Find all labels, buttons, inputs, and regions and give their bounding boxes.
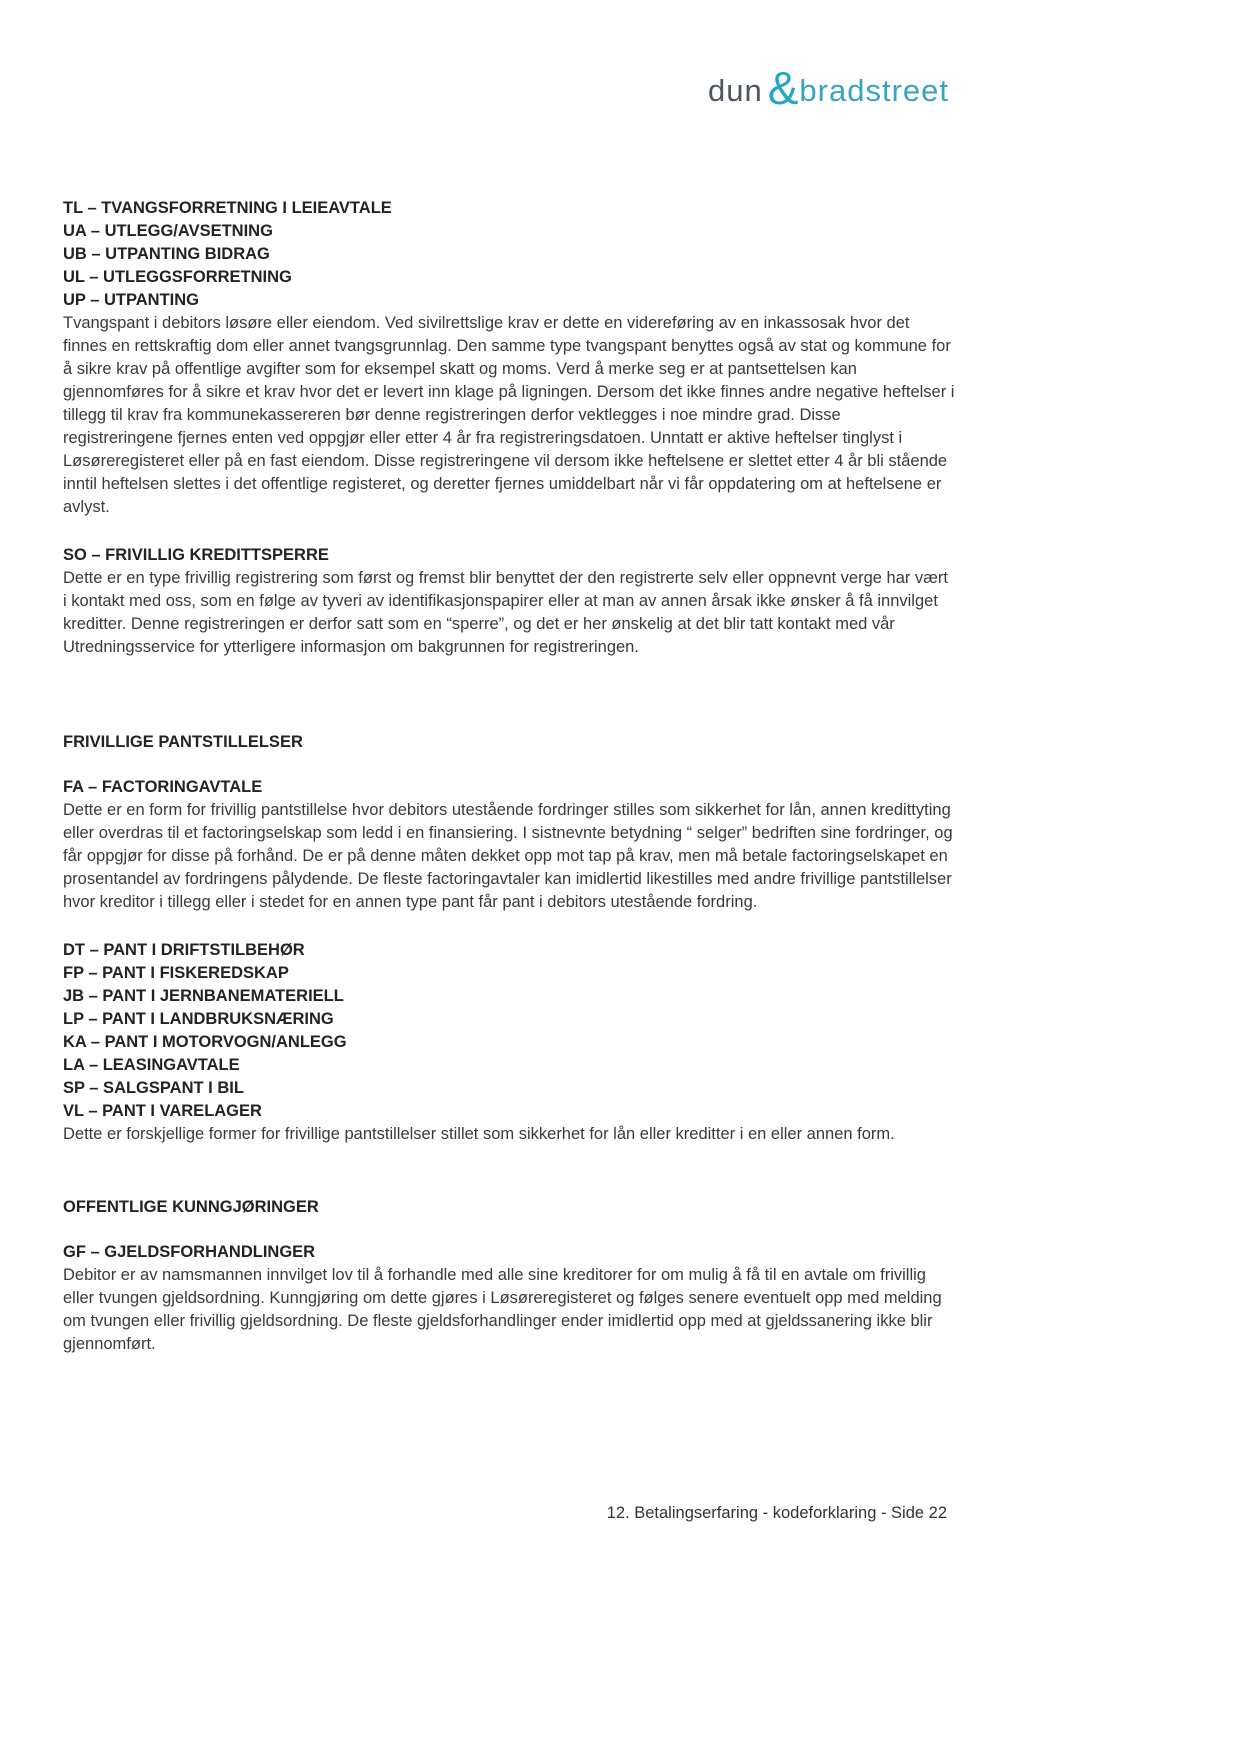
document-content bbox=[63, 197, 955, 1356]
code-heading-ka: KA – PANT I MOTORVOGN/ANLEGG bbox=[63, 1033, 347, 1051]
code-heading-gf: GF – GJELDSFORHANDLINGER bbox=[63, 1243, 316, 1261]
code-heading-ul: UL – UTLEGGSFORRETNING bbox=[63, 268, 292, 286]
code-heading-jb: JB – PANT I JERNBANEMATERIELL bbox=[63, 987, 344, 1005]
ampersand-icon: & bbox=[767, 62, 799, 114]
code-heading-vl: VL – PANT I VARELAGER bbox=[63, 1102, 262, 1120]
code-heading-la: LA – LEASINGAVTALE bbox=[63, 1056, 240, 1074]
code-heading-lp: LP – PANT I LANDBRUKSNÆRING bbox=[63, 1010, 334, 1028]
code-heading-up: UP – UTPANTING bbox=[63, 291, 199, 309]
code-heading-dt: DT – PANT I DRIFTSTILBEHØR bbox=[63, 941, 305, 959]
code-list-pant bbox=[63, 939, 955, 1123]
kredittsperre-description: Dette er en type frivillig registrering som først og fremst blir benyttet der den registrerte selv eller oppnevnt verge har vært i kontakt med oss, som en følge av tyveri av identifikasjonspapirer eller at man av annen årsak ikke ønsker å få innvilget kreditter. Denne registreringen er derfor satt som en “sperre”, og det er her ønskelig at det blir tatt kontakt med vår Utredningsservice for ytterligere informasjon om bakgrunnen for registreringen. bbox=[63, 569, 948, 656]
pant-description: Dette er forskjellige former for frivillige pantstillelser stillet som sikkerhet for lån eller kreditter i en eller annen form. bbox=[63, 1125, 895, 1143]
code-list-tvangspant bbox=[63, 197, 955, 312]
code-heading-tl: TL – TVANGSFORRETNING I LEIEAVTALE bbox=[63, 199, 392, 217]
code-heading-so: SO – FRIVILLIG KREDITTSPERRE bbox=[63, 546, 329, 564]
code-heading-sp: SP – SALGSPANT I BIL bbox=[63, 1079, 244, 1097]
section-title-frivillige-pantstillelser: FRIVILLIGE PANTSTILLELSER bbox=[63, 733, 303, 751]
code-heading-fa: FA – FACTORINGAVTALE bbox=[63, 778, 263, 796]
tvangspant-description: Tvangspant i debitors løsøre eller eiendom. Ved sivilrettslige krav er dette en videreføring av en inkassosak hvor det finnes en rettskraftig dom eller annet tvangsgrunnlag. Den samme type tvangspant benyttes også av stat og kommune for å sikre krav på offentlige avgifter som for eksempel skatt og moms. Verd å merke seg er at pantsettelsen kan gjennomføres for å sikre et krav hvor det er levert inn klage på ligningen. Dersom det ikke finnes andre negative heftelser i tillegg til krav fra kommunekassereren bør denne registreringen derfor vektlegges i noe mindre grad. Disse registreringene fjernes enten ved oppgjør eller etter 4 år fra registreringsdatoen. Unntatt er aktive heftelser tinglyst i Løsøreregisteret eller på en fast eiendom. Disse registreringene vil dersom ikke heftelsene er slettet etter 4 år bli stående inntil heftelsen slettes i det offentlige registeret, og deretter fjernes umiddelbart når vi får oppdatering om at heftelsene er avlyst. bbox=[63, 314, 955, 516]
page-footer: 12. Betalingserfaring - kodeforklaring - Side 22 bbox=[606, 1504, 947, 1522]
factoringavtale-description: Dette er en form for frivillig pantstillelse hvor debitors utestående fordringer stilles som sikkerhet for lån, annen kredittyting eller overdras til et factoringselskap som ledd i en finansiering. I sistnevnte betydning “ selger” bedriften sine fordringer, og får oppgjør for disse på forhånd. De er på denne måten dekket opp mot tap på krav, men må betale factoringselskapet en prosentandel av fordringens pålydende. De fleste factoringavtaler kan imidlertid likestilles med andre frivillige pantstillelser hvor kreditor i tillegg eller i stedet for en annen type pant får pant i debitors utestående fordring. bbox=[63, 801, 953, 911]
code-heading-fp: FP – PANT I FISKEREDSKAP bbox=[63, 964, 289, 982]
code-heading-ub: UB – UTPANTING BIDRAG bbox=[63, 245, 270, 263]
logo-bradstreet-text: bradstreet bbox=[799, 73, 949, 108]
logo-dun-text: dun bbox=[708, 73, 763, 108]
gjeldsforhandlinger-description: Debitor er av namsmannen innvilget lov til å forhandle med alle sine kreditorer for om mulig å få til en avtale om frivillig eller tvungen gjeldsordning. Kunngjøring om dette gjøres i Løsøreregisteret og følges senere eventuelt opp med melding om tvungen eller frivillig gjeldsordning. De fleste gjeldsforhandlinger ender imidlertid opp med at gjeldssanering ikke blir gjennomført. bbox=[63, 1266, 942, 1353]
code-heading-ua: UA – UTLEGG/AVSETNING bbox=[63, 222, 273, 240]
section-title-offentlige-kunngjoringer: OFFENTLIGE KUNNGJØRINGER bbox=[63, 1198, 319, 1216]
dun-bradstreet-logo bbox=[708, 62, 949, 114]
